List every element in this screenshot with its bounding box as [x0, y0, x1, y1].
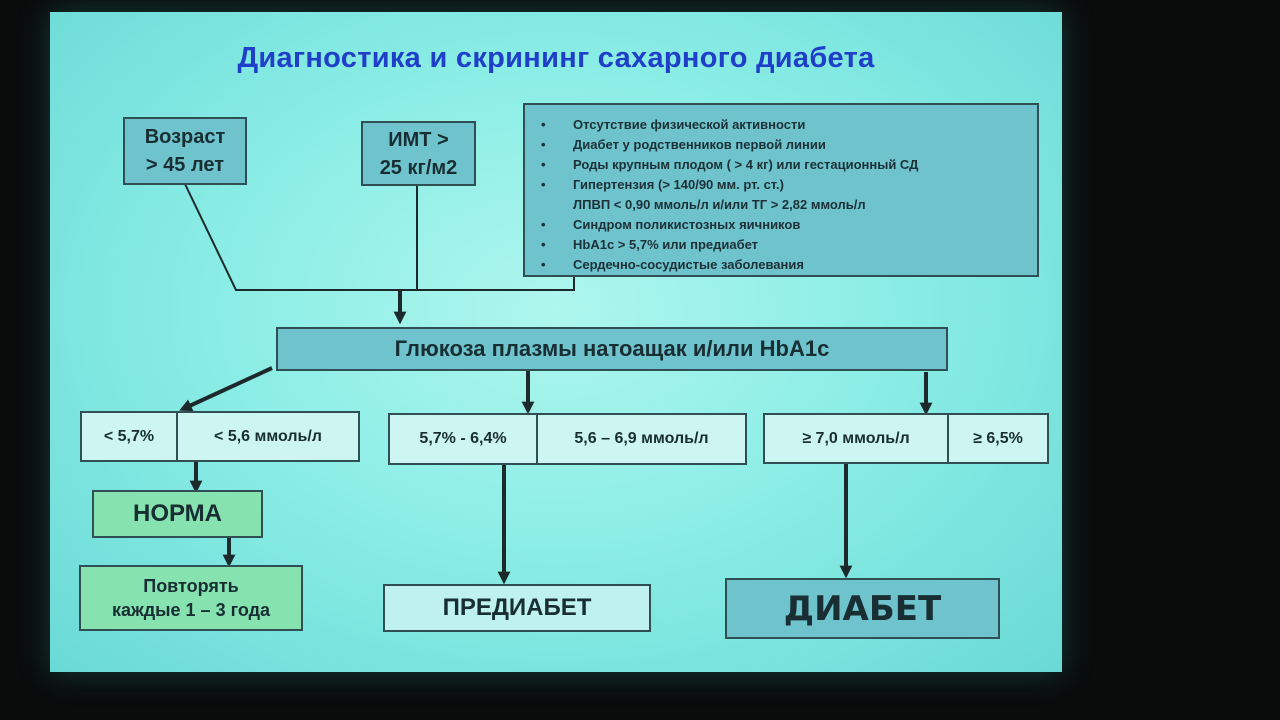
age-value: > 45 лет — [145, 154, 225, 176]
slide-title: Диагностика и скрининг сахарного диабета — [237, 42, 875, 74]
bmi-criterion-box — [361, 121, 476, 186]
prediabetes-glucose-cell: 5,6 – 6,9 ммоль/л — [536, 413, 747, 465]
prediabetes-hba1c-cell: 5,7% - 6,4% — [388, 413, 538, 465]
normal-hba1c-cell: < 5,7% — [80, 411, 178, 462]
risk-factor-item — [531, 155, 1027, 175]
risk-factors-box — [523, 103, 1039, 277]
risk-factor-text: Сердечно-сосудистые заболевания — [573, 257, 804, 272]
bullet-icon: • — [541, 217, 546, 232]
bullet-icon: • — [541, 177, 546, 192]
diabetes-hba1c-cell: ≥ 6,5% — [947, 413, 1049, 464]
bullet-icon: • — [541, 137, 546, 152]
risk-factor-text: Диабет у родственников первой линии — [573, 137, 826, 152]
risk-factor-item — [531, 215, 1027, 235]
risk-factor-text: Отсутствие физической активности — [573, 117, 806, 132]
risk-merge-lines — [185, 184, 574, 290]
bullet-icon: • — [541, 237, 546, 252]
risk-factor-item — [531, 135, 1027, 155]
norma-box: НОРМА — [92, 490, 263, 538]
bmi-value: 25 кг/м2 — [379, 156, 458, 179]
risk-factor-item — [531, 235, 1027, 255]
risk-factor-item — [531, 115, 1027, 135]
risk-factor-item — [531, 175, 1027, 195]
bullet-icon: • — [541, 157, 546, 172]
repeat-screening-box — [79, 565, 303, 631]
arrow-to-normal-range — [185, 368, 272, 408]
prediabetes-box: ПРЕДИАБЕТ — [383, 584, 651, 632]
repeat-line-1: Повторять — [143, 576, 239, 596]
repeat-line-2: каждые 1 – 3 года — [111, 600, 271, 620]
bullet-icon: • — [541, 257, 546, 272]
bmi-label: ИМТ > — [388, 128, 449, 151]
diabetes-glucose-cell: ≥ 7,0 ммоль/л — [763, 413, 949, 464]
risk-factor-item — [531, 255, 1027, 275]
risk-factor-item — [531, 195, 1027, 215]
risk-factor-text: HbA1c > 5,7% или предиабет — [573, 237, 759, 252]
age-criterion-box — [123, 117, 247, 185]
age-label: Возраст — [144, 126, 226, 148]
risk-factor-text: Роды крупным плодом ( > 4 кг) или гестационный СД — [573, 157, 919, 172]
risk-factor-text: Гипертензия (> 140/90 мм. рт. ст.) — [573, 177, 784, 192]
risk-factor-text: ЛПВП < 0,90 ммоль/л и/или ТГ > 2,82 ммоль/л — [573, 197, 866, 212]
plasma-glucose-test-box: Глюкоза плазмы натоащак и/или HbA1c — [276, 327, 948, 371]
risk-factor-text: Синдром поликистозных яичников — [573, 217, 801, 232]
diabetes-box: ДИАБЕТ — [725, 578, 1000, 639]
bullet-icon: • — [541, 117, 546, 132]
risk-factors-list — [531, 115, 1027, 275]
normal-glucose-cell: < 5,6 ммоль/л — [176, 411, 360, 462]
